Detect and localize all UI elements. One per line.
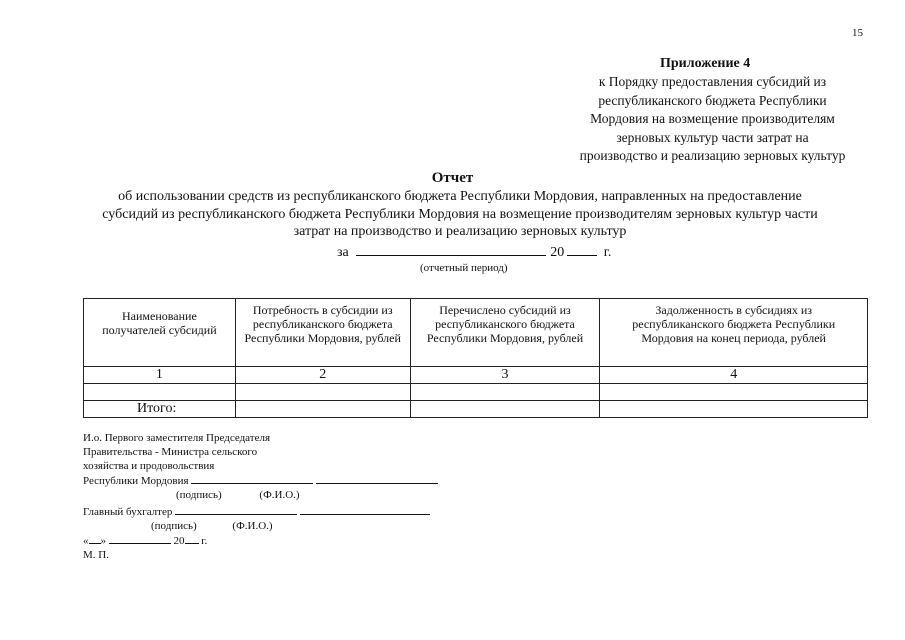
- year-blank: [185, 533, 199, 544]
- official-title-line: Республики Мордовия: [83, 473, 438, 488]
- name-hint: (Ф.И.О.): [232, 520, 273, 532]
- accountant-line: [83, 504, 438, 519]
- period-hint: (отчетный период): [420, 262, 508, 274]
- table-cell: [235, 384, 410, 401]
- appendix-line: производство и реализацию зерновых культур: [579, 148, 846, 164]
- table-row: [84, 384, 868, 401]
- column-number-row: [84, 367, 868, 384]
- column-header: Наименование получателей субсидий: [84, 299, 236, 367]
- appendix-line: Мордовия на возмещение производителям: [590, 111, 835, 127]
- report-subtitle-line: затрат на производство и реализацию зерновых культур: [293, 224, 627, 239]
- name-line: [300, 504, 430, 515]
- total-label: Итого:: [84, 401, 236, 418]
- signature-line: [191, 473, 313, 484]
- accountant-label: Главный бухгалтер: [83, 506, 173, 518]
- table-cell: [84, 384, 236, 401]
- signature-hints: [83, 488, 438, 502]
- column-header: Задолженность в субсидиях из республиканского бюджета Республики Мордовия на конец периода, рублей: [600, 299, 868, 367]
- table-cell: [410, 401, 600, 418]
- date-line: « » 20 г.: [83, 535, 208, 547]
- period-year-blank: [567, 243, 597, 256]
- signature-hints: [83, 519, 438, 533]
- signature-line: [175, 504, 297, 515]
- period-suffix: г.: [603, 245, 612, 260]
- sign-hint: (подпись): [176, 489, 222, 501]
- reporting-period: [337, 243, 611, 261]
- official-title-line: Правительства - Министра сельского: [83, 446, 258, 458]
- appendix-reference: [560, 73, 865, 166]
- sign-hint: (подпись): [151, 520, 197, 532]
- table-header-row: [84, 299, 868, 367]
- appendix-line: республиканского бюджета Республики: [598, 92, 827, 108]
- day-blank: [89, 533, 101, 544]
- report-subtitle-line: об использовании средств из республиканского бюджета Республики Мордовия, направленных на предоставление: [118, 189, 802, 204]
- name-hint: (Ф.И.О.): [259, 489, 300, 501]
- subsidy-report-table: [83, 298, 868, 418]
- page-number: 15: [852, 27, 863, 39]
- table-cell: [235, 401, 410, 418]
- report-subtitle: [60, 188, 860, 241]
- stamp-place: М. П.: [83, 549, 109, 561]
- period-prefix: за: [337, 245, 349, 260]
- column-header: Потребность в субсидии из республиканского бюджета Республики Мордовия, рублей: [235, 299, 410, 367]
- report-title: Отчет: [431, 170, 474, 186]
- table-cell: [600, 384, 868, 401]
- column-number: 3: [410, 367, 600, 384]
- column-header: Перечислено субсидий из республиканского бюджета Республики Мордовия, рублей: [410, 299, 600, 367]
- total-row: [84, 401, 868, 418]
- appendix-line: к Порядку предоставления субсидий из: [598, 74, 827, 89]
- report-subtitle-line: субсидий из республиканского бюджета Республики Мордовия на возмещение производителям зерновых культур части: [102, 206, 818, 222]
- appendix-line: зерновых культур части затрат на: [616, 129, 809, 145]
- period-blank: [356, 243, 546, 256]
- column-number: 2: [235, 367, 410, 384]
- column-number: 4: [600, 367, 868, 384]
- name-line: [316, 473, 438, 484]
- table-cell: [600, 401, 868, 418]
- official-title-line: хозяйства и продовольствия: [83, 460, 215, 472]
- month-blank: [109, 533, 171, 544]
- table-cell: [410, 384, 600, 401]
- signature-block: [83, 431, 438, 562]
- official-title-line: И.о. Первого заместителя Председателя: [83, 432, 270, 444]
- period-year-prefix: 20: [550, 245, 565, 260]
- appendix-title: Приложение 4: [660, 56, 751, 71]
- column-number: 1: [84, 367, 236, 384]
